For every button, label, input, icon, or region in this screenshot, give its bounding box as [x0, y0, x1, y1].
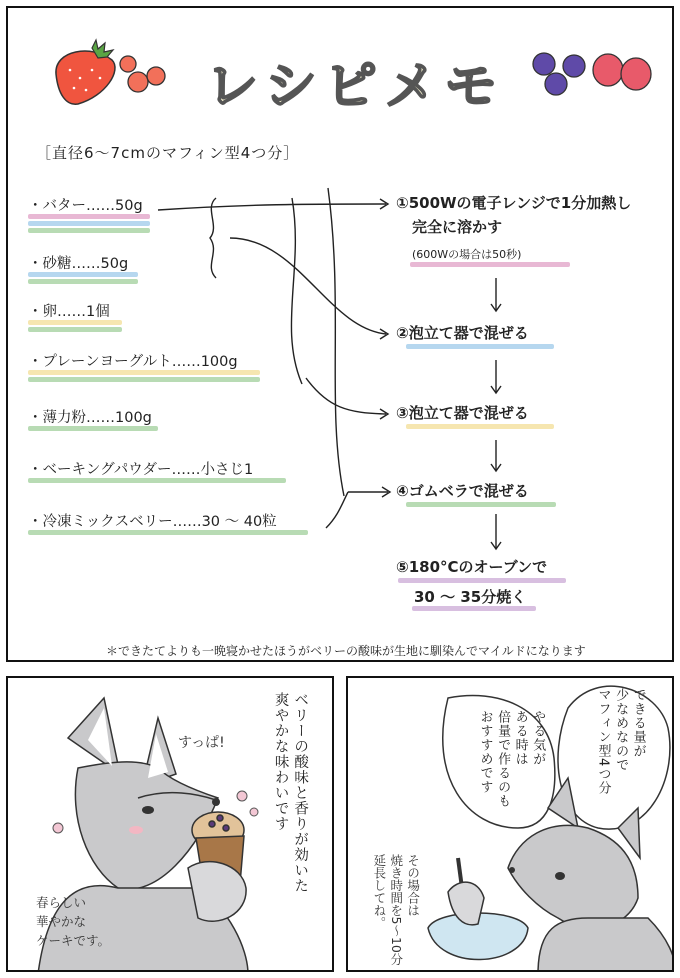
step-1-line-1: ①500Wの電子レンジで1分加熱し [396, 194, 632, 212]
ingredient-flour: ・薄力粉……100g [28, 410, 152, 426]
step-4: ④ゴムベラで混ぜる [396, 482, 529, 500]
comic-panel-left [6, 676, 334, 972]
speech-text: ベリーの酸味と香りが効いた 爽やかな味わいです [272, 692, 309, 894]
step-5-line-1: ⑤180°Cのオーブンで [396, 558, 548, 576]
sound-effect: すっぱ! [178, 735, 225, 751]
step-3: ③泡立て器で混ぜる [396, 404, 529, 422]
page-title: レシピメモ [206, 57, 505, 117]
comic-panel-right [346, 676, 674, 972]
step-5-line-2: 30 ～ 35分焼く [414, 588, 527, 606]
step-2: ②泡立て器で混ぜる [396, 324, 529, 342]
step-1-note: (600Wの場合は50秒) [412, 248, 522, 261]
handwritten-note: 春らしい 華やかな ケーキです。 [36, 895, 111, 948]
flow-connectors [8, 8, 676, 664]
ingredient-baking-powder: ・ベーキングパウダー……小さじ1 [28, 462, 254, 478]
ingredient-yogurt: ・プレーンヨーグルト……100g [28, 354, 238, 370]
speech-bubble-2: できる量が 少なめなので マフィン型4つ分 [595, 688, 646, 796]
ingredient-berries: ・冷凍ミックスベリー……30 ～ 40粒 [28, 514, 277, 530]
handwritten-tip: その場合は 焼き時間を5～10分 延長してね。 [371, 854, 421, 966]
ingredient-butter: ・バター……50g [28, 198, 143, 214]
ingredient-sugar: ・砂糖……50g [28, 256, 129, 272]
footnote: ＊できたてよりも一晩寝かせたほうがベリーの酸味が生地に馴染んでマイルドになります [106, 644, 586, 658]
step-1-line-2: 完全に溶かす [412, 218, 503, 236]
speech-bubble-1: やる気が ある時は 倍量で作るのも おすすめです [477, 710, 546, 808]
ingredient-egg: ・卵……1個 [28, 304, 110, 320]
recipe-yield: ［直径6～7cmのマフィン型4つ分］ [36, 144, 300, 162]
recipe-panel [6, 6, 674, 662]
